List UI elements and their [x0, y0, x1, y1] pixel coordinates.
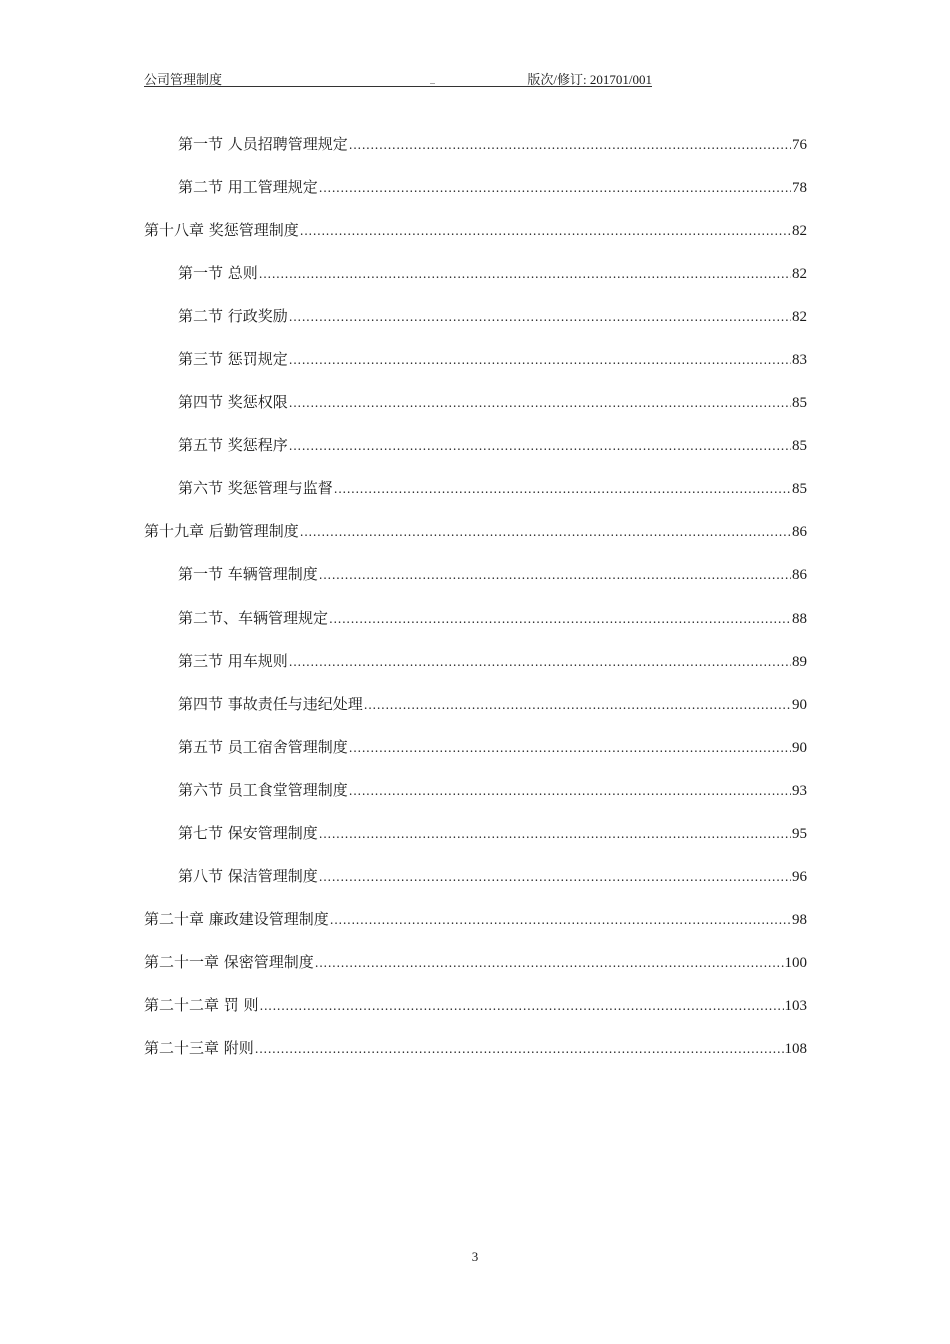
toc-entry-title: 第八节 保洁管理制度 [178, 866, 318, 885]
toc-entry-page: 88 [792, 610, 807, 627]
toc-entry-title: 第七节 保安管理制度 [178, 823, 318, 842]
toc-dot-leader [349, 735, 791, 761]
toc-entry-line [178, 389, 807, 416]
toc-dot-leader [319, 821, 791, 847]
toc-chapter-entry[interactable] [144, 906, 807, 949]
toc-entry-line [144, 992, 807, 1019]
toc-entry-line [178, 475, 807, 502]
toc-entry-line [178, 561, 807, 588]
toc-dot-leader [260, 993, 784, 1019]
toc-entry-title: 第二节 用工管理规定 [178, 178, 318, 197]
toc-section-entry[interactable] [144, 734, 807, 777]
toc-section-entry[interactable] [144, 691, 807, 734]
toc-dot-leader [289, 304, 791, 330]
toc-entry-title: 第二十一章 保密管理制度 [144, 952, 314, 971]
toc-entry-line [144, 1035, 807, 1062]
toc-entry-page: 96 [792, 868, 807, 885]
toc-entry-title: 第十九章 后勤管理制度 [144, 522, 299, 541]
toc-entry-title: 第三节 用车规则 [178, 651, 288, 670]
toc-dot-leader [319, 175, 791, 201]
toc-entry-page: 98 [792, 911, 807, 928]
toc-chapter-entry[interactable] [144, 992, 807, 1035]
toc-section-entry[interactable] [144, 648, 807, 691]
toc-dot-leader [330, 907, 791, 933]
toc-section-entry[interactable] [144, 777, 807, 820]
toc-dot-leader [334, 476, 791, 502]
toc-dot-leader [319, 562, 791, 588]
toc-entry-line [178, 605, 807, 632]
toc-entry-line [178, 777, 807, 804]
toc-chapter-entry[interactable] [144, 949, 807, 992]
toc-dot-leader [319, 864, 791, 890]
toc-section-entry[interactable] [144, 475, 807, 518]
header-version: 版次/修订: 201701/001 [527, 72, 652, 87]
toc-dot-leader [259, 261, 791, 287]
toc-entry-title: 第一节 总则 [178, 264, 258, 283]
toc-entry-line [178, 863, 807, 890]
toc-dot-leader [300, 519, 791, 545]
toc-entry-page: 95 [792, 825, 807, 842]
toc-dot-leader [349, 132, 791, 158]
toc-entry-title: 第二十三章 附则 [144, 1038, 254, 1057]
toc-entry-page: 108 [784, 1040, 807, 1057]
toc-entry-title: 第五节 奖惩程序 [178, 436, 288, 455]
toc-entry-title: 第四节 事故责任与违纪处理 [178, 694, 363, 713]
toc-entry-title: 第四节 奖惩权限 [178, 393, 288, 412]
toc-dot-leader [300, 218, 791, 244]
toc-section-entry[interactable] [144, 131, 807, 174]
toc-entry-page: 82 [792, 223, 807, 240]
toc-dot-leader [289, 390, 791, 416]
toc-entry-title: 第五节 员工宿舍管理制度 [178, 737, 348, 756]
toc-section-entry[interactable] [144, 432, 807, 475]
toc-entry-page: 78 [792, 180, 807, 197]
toc-entry-page: 82 [792, 309, 807, 326]
toc-entry-page: 85 [792, 481, 807, 498]
toc-entry-page: 85 [792, 395, 807, 412]
toc-entry-title: 第六节 员工食堂管理制度 [178, 780, 348, 799]
toc-entry-line [178, 303, 807, 330]
toc-entry-line [144, 217, 807, 244]
toc-dot-leader [329, 606, 791, 632]
toc-chapter-entry[interactable] [144, 518, 807, 561]
toc-entry-page: 93 [792, 782, 807, 799]
toc-entry-title: 第二节、车辆管理规定 [178, 608, 329, 627]
toc-entry-line [178, 734, 807, 761]
toc-entry-page: 90 [792, 739, 807, 756]
toc-entry-title: 第二十二章 罚 则 [144, 995, 259, 1014]
toc-entry-page: 86 [792, 524, 807, 541]
toc-dot-leader [289, 649, 791, 675]
page-number: 3 [471, 1249, 479, 1264]
toc-section-entry[interactable] [144, 260, 807, 303]
toc-entry-title: 第六节 奖惩管理与监督 [178, 479, 333, 498]
toc-entry-line [178, 131, 807, 158]
toc-entry-line [178, 260, 807, 287]
toc-entry-line [144, 949, 807, 976]
toc-section-entry[interactable] [144, 174, 807, 217]
toc-entry-page: 103 [784, 997, 807, 1014]
page-header [144, 68, 652, 87]
toc-section-entry[interactable] [144, 863, 807, 906]
toc-entry-page: 82 [792, 266, 807, 283]
toc-dot-leader [289, 347, 791, 373]
toc-entry-title: 第二十章 廉政建设管理制度 [144, 909, 329, 928]
toc-section-entry[interactable] [144, 303, 807, 346]
toc-entry-title: 第十八章 奖惩管理制度 [144, 221, 299, 240]
toc-entry-page: 86 [792, 567, 807, 584]
toc-dot-leader [364, 692, 791, 718]
toc-dot-leader [315, 950, 784, 976]
toc-section-entry[interactable] [144, 346, 807, 389]
toc-entry-page: 90 [792, 696, 807, 713]
toc-chapter-entry[interactable] [144, 217, 807, 260]
toc-entry-title: 第二节 行政奖励 [178, 307, 288, 326]
toc-section-entry[interactable] [144, 820, 807, 863]
toc-dot-leader [289, 433, 791, 459]
toc-entry-page: 89 [792, 653, 807, 670]
toc-section-entry[interactable] [144, 561, 807, 604]
toc-dot-leader [349, 778, 791, 804]
toc-section-entry[interactable] [144, 605, 807, 648]
toc-entry-page: 76 [792, 137, 807, 153]
toc-entry-page: 100 [784, 954, 807, 971]
toc-entry-page: 85 [792, 438, 807, 455]
toc-entry-line [178, 691, 807, 718]
toc-entry-line [144, 518, 807, 545]
toc-entry-line [178, 432, 807, 459]
toc-section-entry[interactable] [144, 389, 807, 432]
toc-entry-title: 第三节 惩罚规定 [178, 350, 288, 369]
toc-entry-title: 第一节 车辆管理制度 [178, 565, 318, 584]
toc-entry-line [144, 906, 807, 933]
table-of-contents [144, 131, 807, 1078]
toc-entry-page: 83 [792, 352, 807, 369]
toc-entry-line [178, 648, 807, 675]
toc-entry-line [178, 346, 807, 373]
toc-chapter-entry[interactable] [144, 1035, 807, 1078]
toc-entry-title: 第一节 人员招聘管理规定 [178, 135, 348, 153]
toc-entry-line [178, 174, 807, 201]
toc-dot-leader [255, 1036, 784, 1062]
toc-entry-line [178, 820, 807, 847]
header-company-title: 公司管理制度 [144, 73, 223, 88]
header-underscore-mark: _ [430, 73, 435, 84]
